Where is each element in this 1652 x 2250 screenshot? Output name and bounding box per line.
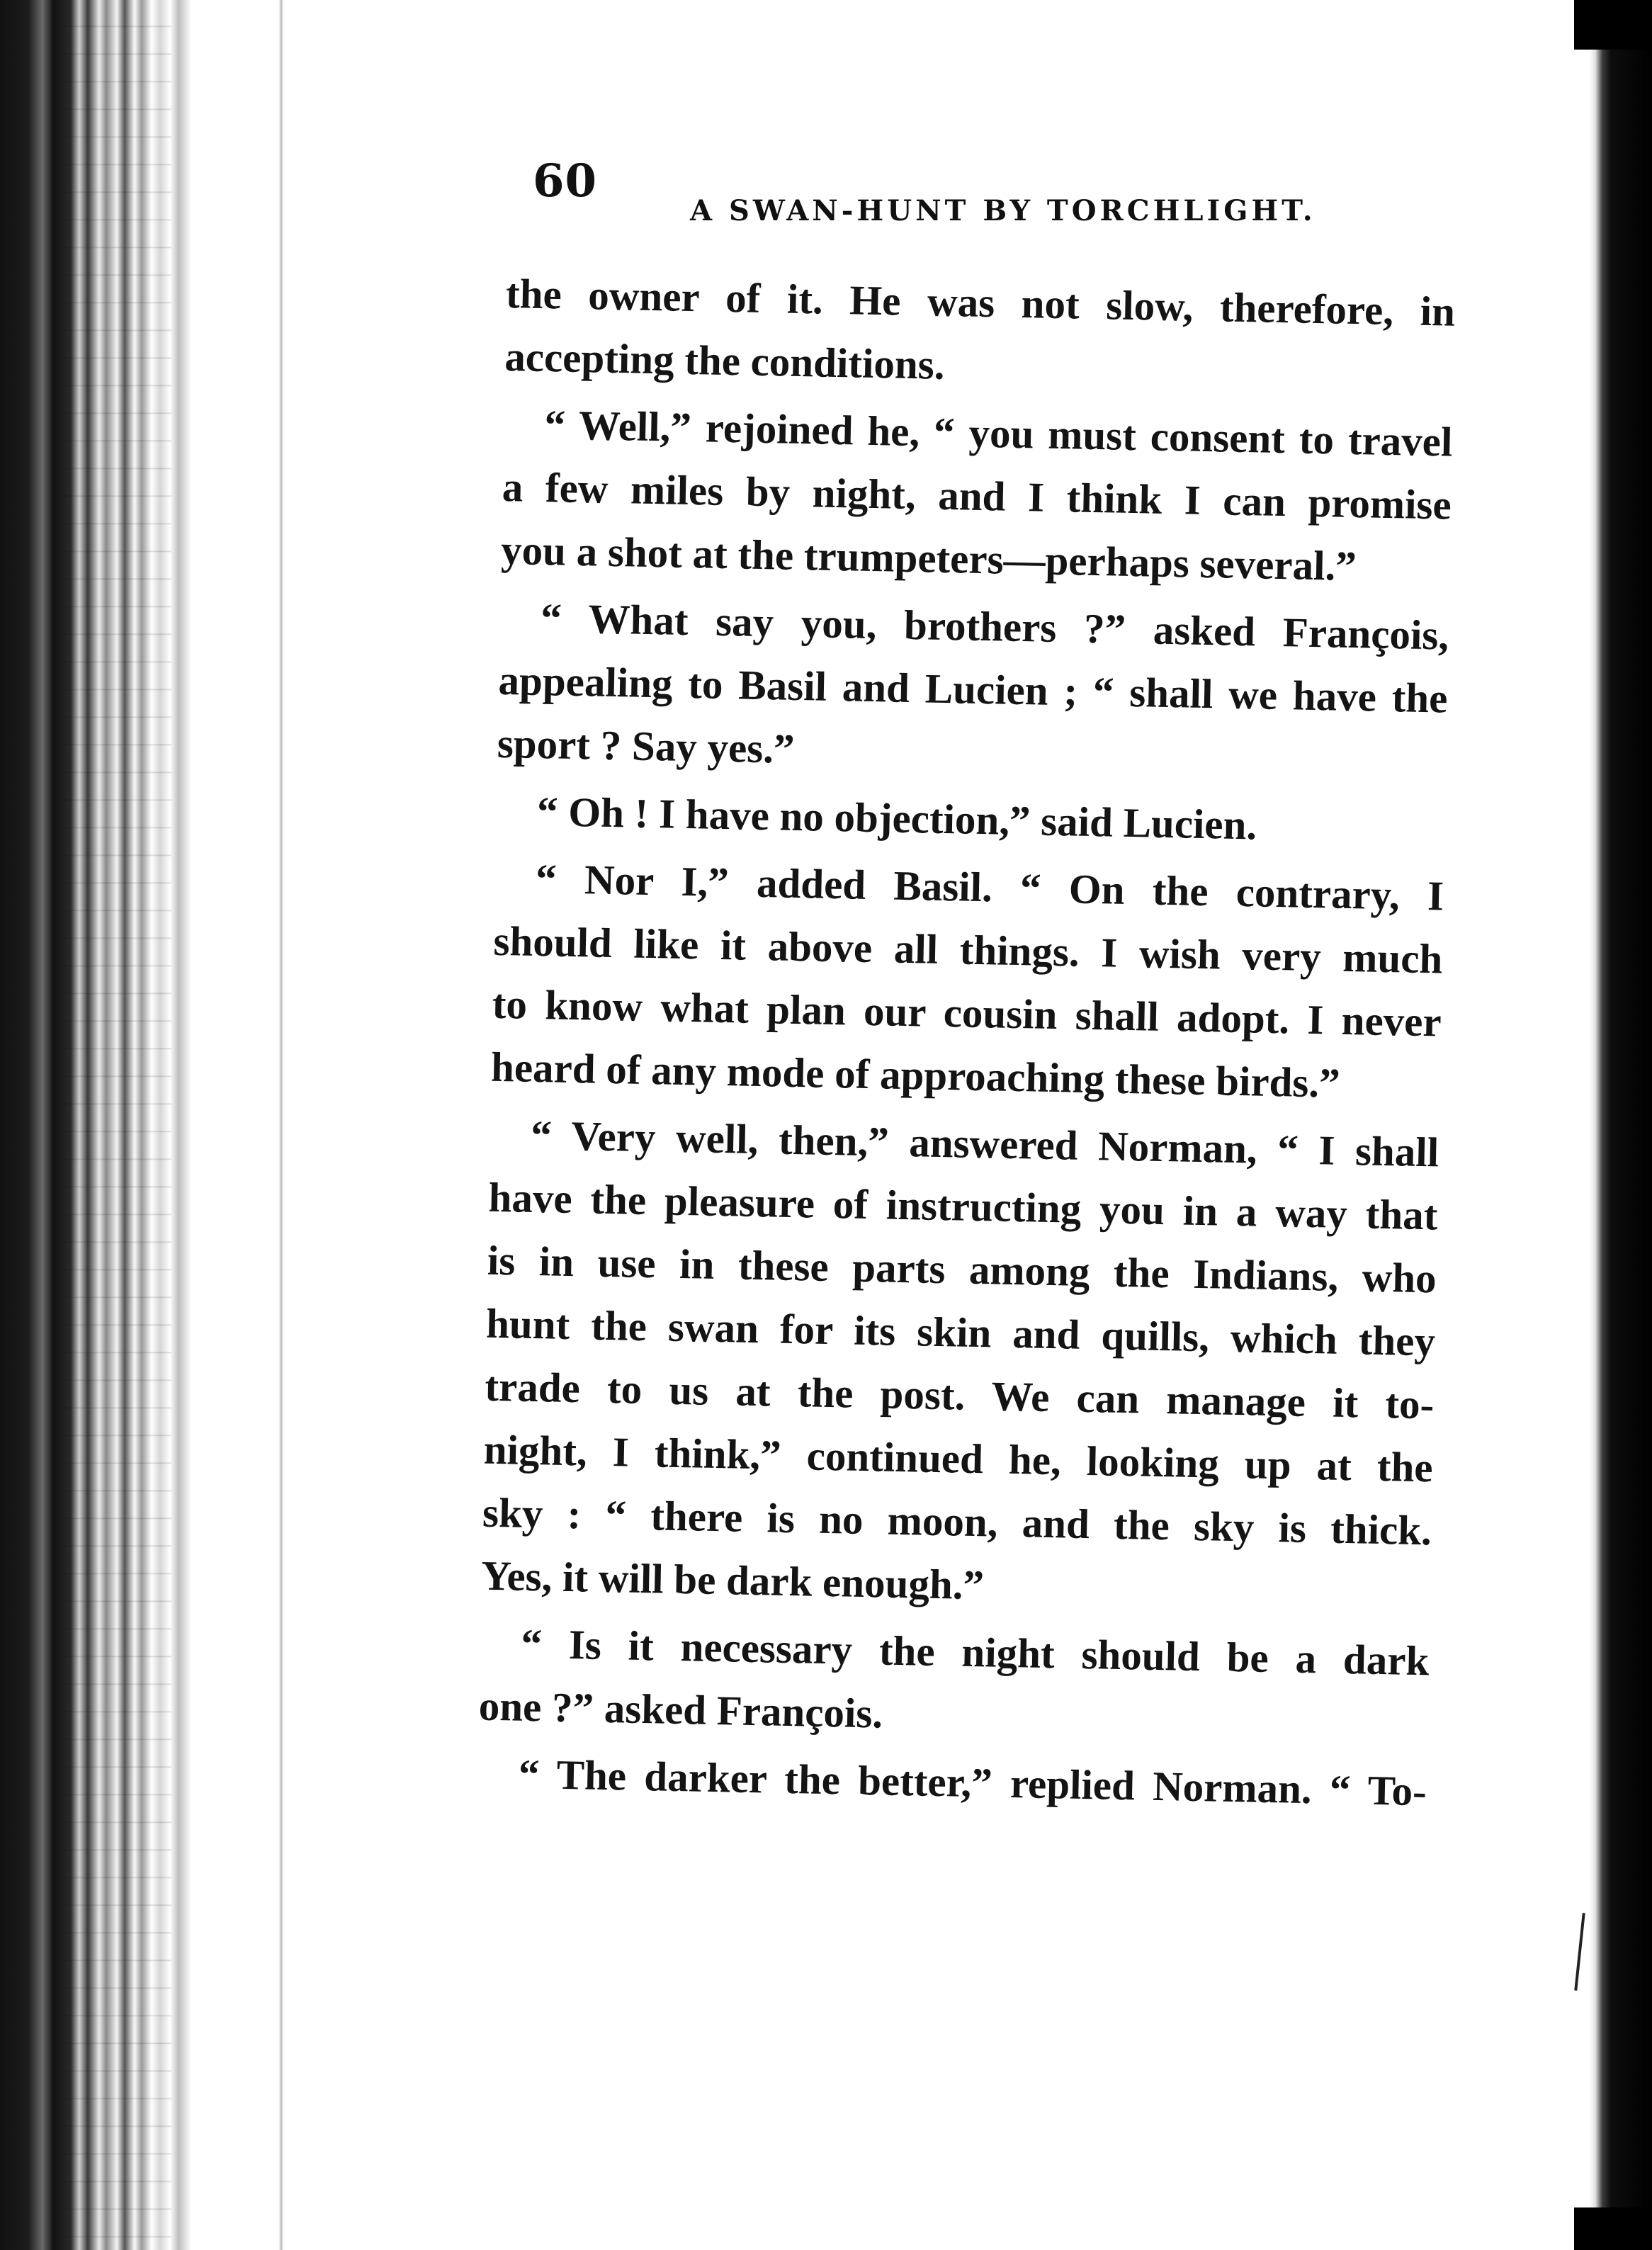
text-line: to know what plan our cousin shall adopt. I never [492,980,1442,1046]
text-line: “ Is it necessary the night should be a dark [520,1619,1430,1685]
text-line: is in use in these parts among the Indians, who [487,1236,1437,1302]
text-line: sport ? Say yes.” [497,719,796,772]
page-header-title: A SWAN-HUNT BY TORCHLIGHT. [690,194,1316,227]
running-head [533,154,1316,227]
right-scan-border [1590,0,1652,2250]
text-line: “ Nor I,” added Basil. “ On the contrary, I [535,854,1444,920]
text-line: “ Oh ! I have no objection,” said Lucien. [536,787,1257,849]
text-line: “ Well,” rejoined he, “ you must consent to travel [543,401,1454,465]
text-line: you a shot at the trumpeters—perhaps several.” [500,526,1357,590]
body-text [477,262,1470,1824]
text-line: night, I think,” continued he, looking up at the [483,1425,1434,1491]
text-line: sky : “ there is no moon, and the sky is thick. [482,1488,1432,1554]
text-line: a few miles by night, and I think I can promise [502,463,1452,528]
text-line: heard of any mode of approaching these birds.” [490,1043,1341,1107]
text-line: hunt the swan for its skin and quills, which they [485,1299,1436,1365]
text-line: have the pleasure of instructing you in a way that [488,1173,1439,1239]
text-line: “ What say you, brothers ?” asked François, [540,594,1449,659]
right-scan-border-bottom [1574,2207,1652,2250]
page-stack-texture [65,0,171,2250]
page-number: 60 [533,154,598,208]
right-scan-border-top [1574,0,1652,50]
text-line: Yes, it will be dark enough.” [480,1551,985,1609]
text-line: “ The darker the better,” replied Norman. “ To- [518,1750,1427,1815]
text-line: appealing to Basil and Lucien ; “ shall we have the [498,656,1449,722]
text-line: should like it above all things. I wish very much [492,917,1443,983]
text-line: trade to us at the post. We can manage it to- [484,1362,1435,1428]
text-line: one ?” asked François. [478,1682,883,1737]
scan-scratch-mark [1574,1913,1585,1991]
text-line: the owner of it. He was not slow, therefore, in [505,269,1456,335]
page-fold-line [279,0,283,2250]
text-line: “ Very well, then,” answered Norman, “ I shall [530,1111,1439,1176]
text-line: accepting the conditions. [504,332,946,388]
